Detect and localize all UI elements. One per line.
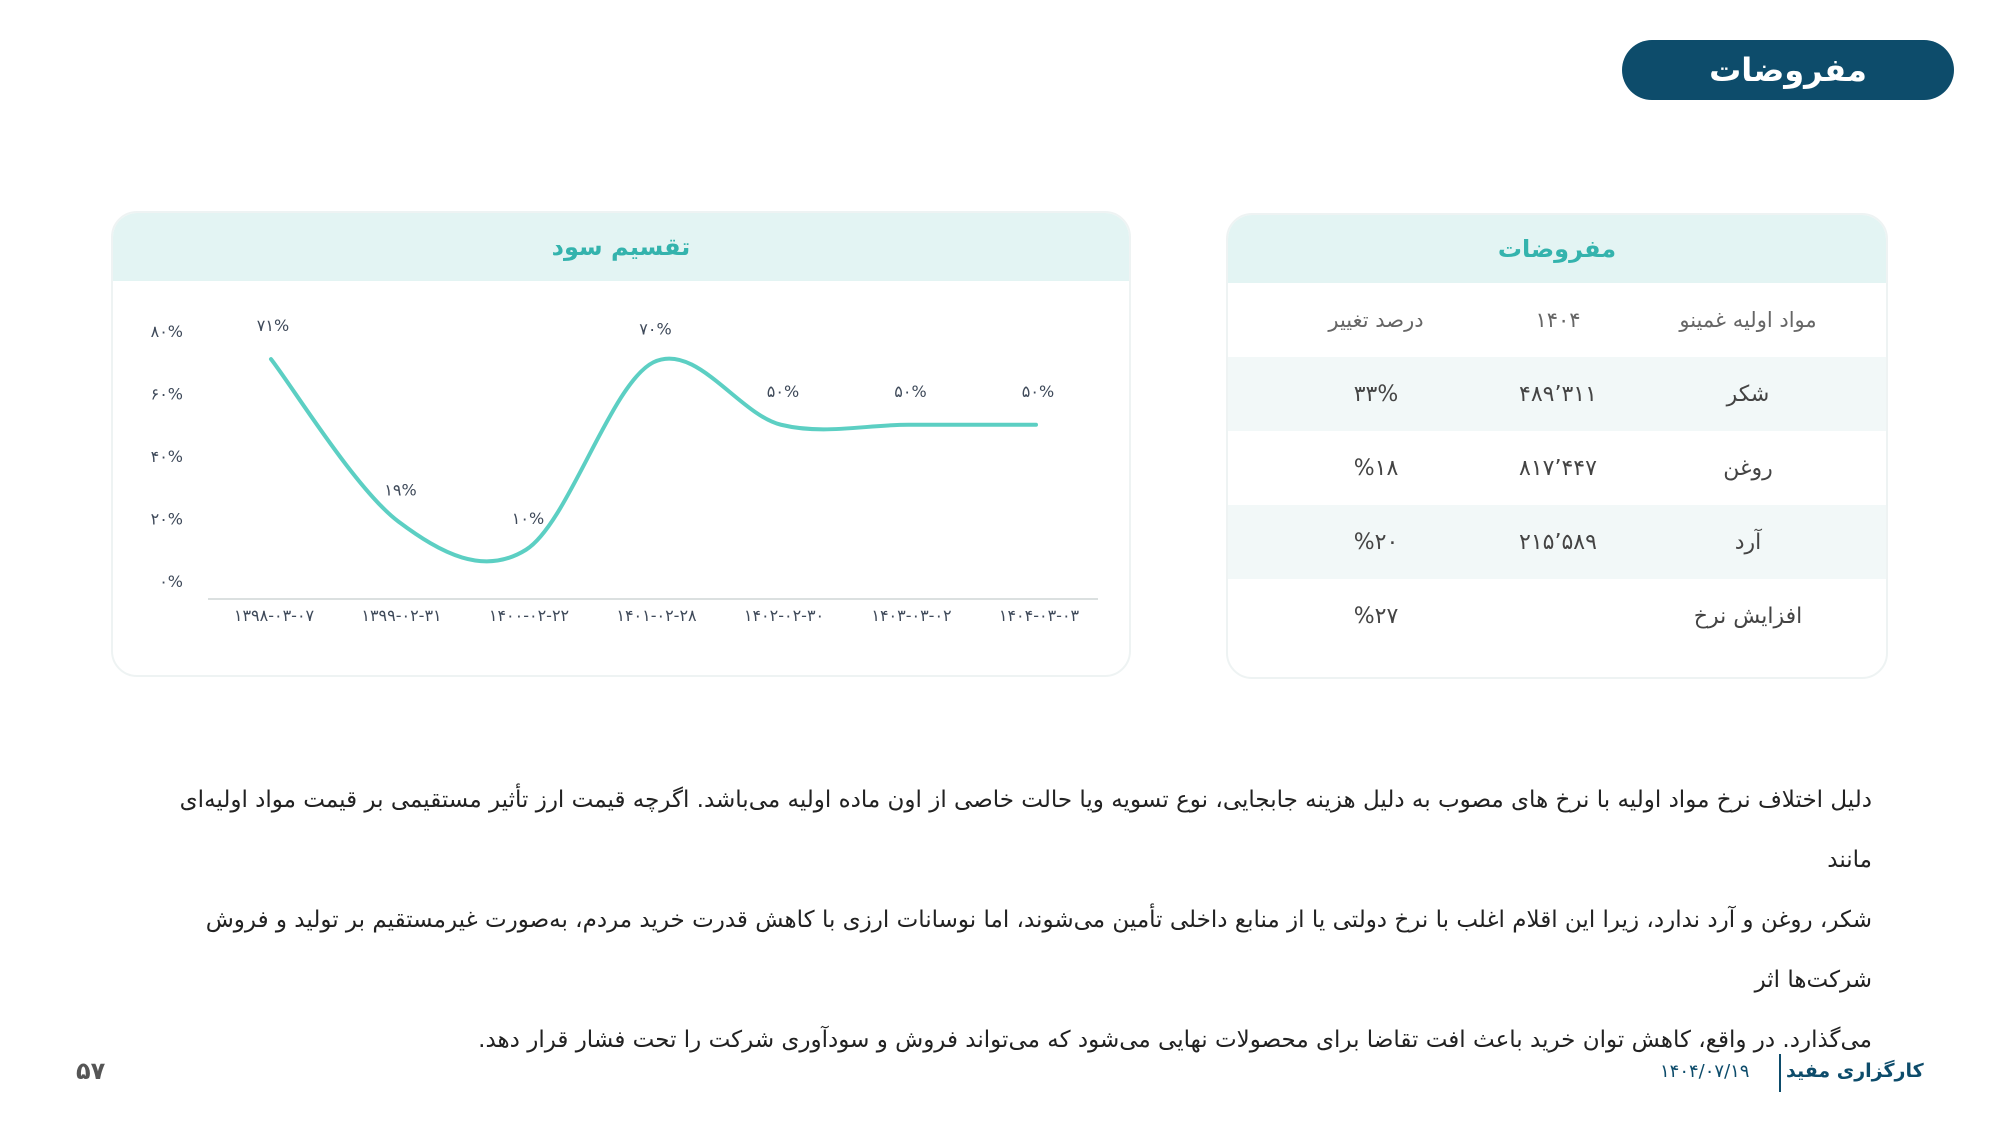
footer-date: ۱۴۰۴/۰۷/۱۹ [1660,1061,1750,1082]
dividend-chart-card [111,211,1131,677]
table-cell-material: آرد [1734,529,1762,555]
x-tick-label: ۱۴۰۲-۰۲-۳۰ [743,606,825,625]
page-title: مفروضات [1622,40,1954,100]
y-tick-label: ۲۰% [150,509,183,529]
x-tick-label: ۱۳۹۸-۰۳-۰۷ [233,606,315,625]
y-tick-label: ۸۰% [150,322,183,341]
x-tick-label: ۱۴۰۳-۰۳-۰۲ [871,606,952,625]
table-row [1228,431,1888,505]
x-tick-label: ۱۴۰۴-۰۳-۰۳ [998,606,1080,625]
x-tick-label: ۱۳۹۹-۰۲-۳۱ [361,606,442,625]
table-cell-change: %۲۷ [1353,603,1399,629]
table-cell-value: ۸۱۷٬۴۴۷ [1519,455,1597,481]
table-cell-material: افزایش نرخ [1693,603,1803,629]
paragraph-line: دلیل اختلاف نرخ مواد اولیه با نرخ های مصوب به دلیل هزینه جابجایی، نوع تسویه ویا حالت خاصی از اون ماده اولیه می‌باشد. اگرچه قیمت ارز تأثیر مستقیمی بر قیمت مواد اولیه‌ای مانند [179,787,1872,873]
table-cell-material: شکر [1726,381,1770,407]
table-cell-change: %۲۰ [1353,529,1399,555]
footer-divider [1779,1054,1781,1092]
data-label: ۱۹% [384,480,417,500]
assumptions-table-card [1226,213,1888,679]
table-header-material: مواد اولیه غمینو [1679,308,1817,332]
explanation-paragraph [148,770,1872,1070]
table-row [1228,579,1888,653]
table-cell-value [1458,579,1658,653]
paragraph-line: شکر، روغن و آرد ندارد، زیرا این اقلام اغلب با نرخ دولتی یا از منابع داخلی تأمین می‌شوند، اما نوسانات ارزی با کاهش قدرت خرید مردم، به‌صورت غیرمستقیم بر تولید و فروش شرکت‌ها اثر [205,907,1872,993]
y-tick-label: ۰% [159,572,183,591]
table-header-year: ۱۴۰۴ [1535,308,1581,332]
dividend-line-chart [113,213,1131,677]
paragraph-line: می‌گذارد. در واقع، کاهش توان خرید باعث افت تقاضا برای محصولات نهایی می‌شود که می‌تواند فروش و سودآوری شرکت را تحت فشار قرار دهد. [478,1027,1872,1053]
y-tick-label: ۶۰% [150,384,183,404]
table-header-row [1228,283,1888,357]
footer-brand: کارگزاری مفید [1786,1060,1924,1082]
data-label: ۵۰% [1021,381,1055,401]
table-card-title: مفروضات [1228,215,1886,283]
page-number: ۵۷ [76,1057,106,1085]
data-label: ۵۰% [766,381,800,401]
data-label: ۱۰% [511,508,545,528]
chart-card-title: تقسیم سود [113,213,1129,281]
x-tick-label: ۱۴۰۰-۰۲-۲۲ [488,606,570,625]
table-cell-value: ۲۱۵٬۵۸۹ [1519,529,1597,555]
table-row [1228,505,1888,579]
y-tick-label: ۴۰% [150,447,183,466]
table-cell-material: روغن [1723,455,1773,481]
table-cell-value: ۴۸۹٬۳۱۱ [1519,381,1597,407]
data-label: ۷۰% [639,319,672,339]
table-cell-change: %۱۸ [1353,455,1399,481]
data-label: ۷۱% [256,316,290,336]
table-cell-change: ۳۳% [1353,381,1399,407]
table-row [1228,357,1888,431]
table-header-change: درصد تغییر [1328,308,1424,332]
x-tick-label: ۱۴۰۱-۰۲-۲۸ [616,606,697,625]
data-label: ۵۰% [894,381,927,401]
